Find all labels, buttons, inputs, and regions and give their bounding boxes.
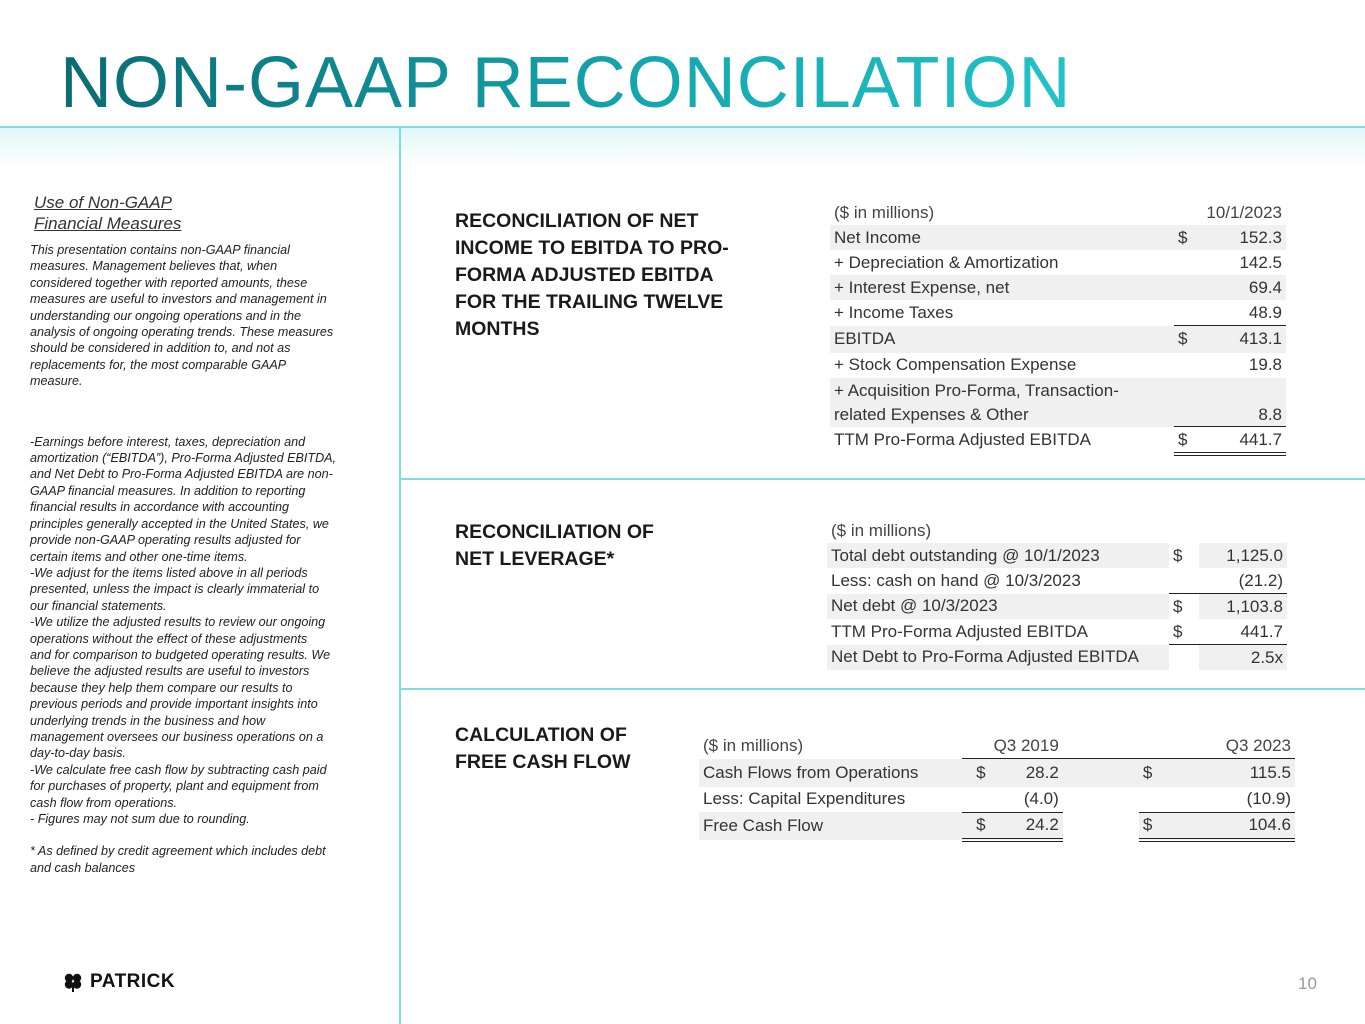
sidebar-text-line: should be considered in addition to, and not as	[30, 341, 291, 356]
sidebar-body	[30, 434, 370, 828]
column-q3-2023: Q3 2023	[1225, 735, 1291, 755]
sidebar-text-line: and for comparison to budgeted operating results. We	[30, 647, 331, 662]
currency-symbol: $	[962, 759, 990, 787]
row-value-2019: (4.0)	[1023, 789, 1059, 808]
row-label-line: + Acquisition Pro-Forma, Transaction-	[834, 380, 1119, 400]
row-label: + Interest Expense, net	[830, 275, 1174, 300]
sidebar-text-line: - Figures may not sum due to rounding.	[30, 812, 250, 826]
sidebar-text-line: operations without the effect of these adjustments	[30, 631, 308, 646]
table-row-subtotal	[830, 326, 1286, 353]
sidebar-text-line: principles generally accepted in the United States, we	[30, 516, 329, 531]
section-title-line: INCOME TO EBITDA TO PRO-	[455, 237, 729, 259]
sidebar-text-line: replacements for, the most comparable GAAP	[30, 357, 287, 372]
ebitda-reconciliation-table	[830, 200, 1286, 456]
row-label: Less: cash on hand @ 10/3/2023	[831, 570, 1081, 590]
row-label-multiline	[830, 378, 1174, 427]
section-title-line: MONTHS	[455, 318, 540, 340]
section-divider-2	[400, 688, 1365, 690]
logo-text: PATRICK	[90, 971, 176, 992]
row-label: Net Debt to Pro-Forma Adjusted EBITDA	[827, 645, 1169, 671]
section-title-line: RECONCILIATION OF NET	[455, 210, 699, 232]
row-label: Net debt @ 10/3/2023	[827, 594, 1169, 620]
patrick-logo	[62, 971, 175, 993]
table-row	[827, 568, 1287, 594]
row-value-2019: 28.2	[990, 759, 1063, 787]
row-value: 1,125.0	[1199, 543, 1287, 568]
sidebar-text-line: and Net Debt to Pro-Forma Adjusted EBITDA are non-	[30, 467, 333, 482]
sidebar-text-line: cash flow from operations.	[30, 795, 177, 810]
section-title-line: FREE CASH FLOW	[455, 751, 631, 773]
column-date: 10/1/2023	[1206, 202, 1282, 222]
currency-symbol	[1174, 300, 1196, 326]
sidebar-text-line: understanding our ongoing operations and in the	[30, 308, 301, 323]
sidebar-text-line: amortization (“EBITDA”), Pro-Forma Adjusted EBITDA,	[30, 451, 337, 466]
row-label: EBITDA	[830, 326, 1174, 353]
row-value: 441.7	[1240, 621, 1283, 641]
row-label: + Income Taxes	[834, 302, 954, 322]
sidebar-text-line: GAAP financial measures. In addition to reporting	[30, 483, 306, 498]
sidebar-text-line: This presentation contains non-GAAP financial	[30, 243, 290, 257]
table-header-row	[830, 200, 1286, 225]
sidebar-text-line: and cash balances	[30, 860, 136, 875]
sidebar-divider	[399, 126, 401, 1024]
currency-symbol: $	[1139, 759, 1208, 787]
sidebar-text-line: certain items and other one-time items.	[30, 549, 248, 564]
row-label: Cash Flows from Operations	[699, 759, 962, 787]
table-row	[830, 300, 1286, 326]
currency-symbol: $	[1174, 427, 1196, 455]
row-value: 48.9	[1248, 302, 1282, 322]
sidebar-text-line: management oversees our business operations on a	[30, 729, 324, 744]
table-row-total	[827, 645, 1287, 671]
row-label: + Depreciation & Amortization	[834, 252, 1059, 272]
units-label: ($ in millions)	[834, 202, 935, 222]
table-row	[830, 353, 1286, 378]
sidebar-text-line: -We calculate free cash flow by subtracting cash paid	[30, 762, 327, 777]
free-cash-flow-table	[699, 733, 1295, 842]
sidebar-text-line: -We utilize the adjusted results to review our ongoing	[30, 615, 326, 630]
row-value: 152.3	[1196, 225, 1286, 250]
row-label: Less: Capital Expenditures	[703, 789, 906, 809]
shamrock-icon	[62, 972, 84, 992]
sidebar-text-line: our financial statements.	[30, 598, 167, 613]
table-row	[827, 594, 1287, 620]
sidebar-intro	[30, 242, 370, 390]
section-title-line: NET LEVERAGE*	[455, 548, 615, 570]
sidebar-text-line: measure.	[30, 374, 83, 389]
section-title-ebitda	[455, 208, 729, 343]
sidebar-text-line: provide non-GAAP operating results adjusted for	[30, 533, 301, 548]
sidebar-text-line: -We adjust for the items listed above in all periods	[30, 565, 308, 580]
row-value: 19.8	[1248, 355, 1282, 374]
section-title-line: RECONCILIATION OF	[455, 521, 654, 543]
table-row	[830, 250, 1286, 275]
row-value: 8.8	[1196, 378, 1286, 427]
page-title: NON-GAAP RECONCILATION	[60, 43, 1072, 123]
page-number: 10	[1298, 974, 1317, 993]
row-label: TTM Pro-Forma Adjusted EBITDA	[831, 621, 1088, 641]
sidebar-text-line: measures. Management believes that, when	[30, 259, 278, 274]
non-gaap-explanation	[30, 192, 370, 876]
row-value: 413.1	[1196, 326, 1286, 353]
section-title-line: FORMA ADJUSTED EBITDA	[455, 264, 714, 286]
section-title-fcf	[455, 722, 631, 776]
table-row	[827, 543, 1287, 568]
table-row	[830, 275, 1286, 300]
sidebar-text-line: underlying trends in the business and how	[30, 713, 266, 728]
row-label: TTM Pro-Forma Adjusted EBITDA	[834, 430, 1091, 450]
table-row-total	[699, 812, 1295, 840]
column-q3-2019: Q3 2019	[993, 735, 1059, 755]
sidebar-text-line: previous periods and provide important insights into	[30, 697, 318, 712]
currency-symbol: $	[1139, 812, 1208, 840]
section-divider-1	[400, 478, 1365, 480]
table-row	[699, 759, 1295, 787]
row-label: + Stock Compensation Expense	[834, 355, 1077, 374]
row-value-2019: 24.2	[990, 812, 1063, 840]
net-leverage-table	[827, 518, 1287, 670]
table-row-total	[830, 427, 1286, 455]
table-row	[830, 378, 1286, 427]
table-header-row	[699, 733, 1295, 759]
currency-symbol: $	[1174, 326, 1196, 353]
currency-symbol: $	[1173, 621, 1183, 641]
row-label: Net Income	[830, 225, 1174, 250]
sidebar-text-line: for purchases of property, plant and equipment from	[30, 779, 319, 794]
sidebar-text-line: presented, unless the impact is clearly immaterial to	[30, 582, 320, 597]
currency-symbol: $	[962, 812, 990, 840]
header-divider	[0, 126, 1365, 128]
header-glow	[0, 128, 1365, 168]
currency-symbol	[962, 787, 990, 813]
row-value-2023: (10.9)	[1246, 789, 1291, 808]
row-value: 1,103.8	[1199, 594, 1287, 620]
sidebar-heading-line: Financial Measures	[34, 214, 182, 233]
row-value: (21.2)	[1238, 570, 1283, 590]
currency-symbol	[1174, 250, 1196, 275]
sidebar-footnote	[30, 843, 370, 876]
currency-symbol	[1174, 353, 1196, 378]
sidebar-text-line: financial results in accordance with accounting	[30, 500, 290, 515]
row-value-2023: 104.6	[1207, 812, 1295, 840]
sidebar-text-line: because they help them compare our results to	[30, 680, 293, 695]
row-value: 2.5x	[1199, 645, 1287, 671]
units-label: ($ in millions)	[703, 735, 804, 755]
row-value-2023: 115.5	[1207, 759, 1295, 787]
table-row	[827, 619, 1287, 645]
currency-symbol	[1174, 378, 1196, 427]
sidebar-heading-line: Use of Non-GAAP	[34, 193, 172, 212]
currency-symbol	[1169, 645, 1199, 671]
units-label: ($ in millions)	[831, 520, 932, 540]
sidebar-text-line: measures are useful to investors and management in	[30, 292, 327, 307]
row-value: 142.5	[1239, 252, 1282, 272]
section-title-leverage	[455, 519, 654, 573]
row-label: Free Cash Flow	[699, 812, 962, 840]
section-title-line: FOR THE TRAILING TWELVE	[455, 291, 724, 313]
table-row	[830, 225, 1286, 250]
currency-symbol: $	[1169, 594, 1199, 620]
currency-symbol	[1169, 568, 1199, 594]
row-value: 441.7	[1196, 427, 1286, 455]
row-label-line: related Expenses & Other	[834, 404, 1029, 424]
sidebar-text-line: analysis of ongoing operating trends. These measures	[30, 325, 334, 340]
currency-symbol: $	[1174, 225, 1196, 250]
sidebar-text-line: day-to-day basis.	[30, 746, 126, 761]
sidebar-text-line: believe the adjusted results are useful to investors	[30, 664, 310, 679]
row-label: Total debt outstanding @ 10/1/2023	[827, 543, 1169, 568]
sidebar-heading	[30, 192, 370, 234]
section-title-line: CALCULATION OF	[455, 724, 627, 746]
sidebar-text-line: -Earnings before interest, taxes, depreciation and	[30, 434, 306, 449]
currency-symbol	[1174, 275, 1196, 300]
sidebar-text-line: considered together with reported amounts, these	[30, 275, 308, 290]
sidebar-text-line: * As defined by credit agreement which includes debt	[30, 844, 326, 859]
table-header-row	[827, 518, 1287, 543]
row-value: 69.4	[1196, 275, 1286, 300]
currency-symbol	[1139, 787, 1208, 813]
table-row	[699, 787, 1295, 813]
currency-symbol: $	[1173, 545, 1183, 565]
